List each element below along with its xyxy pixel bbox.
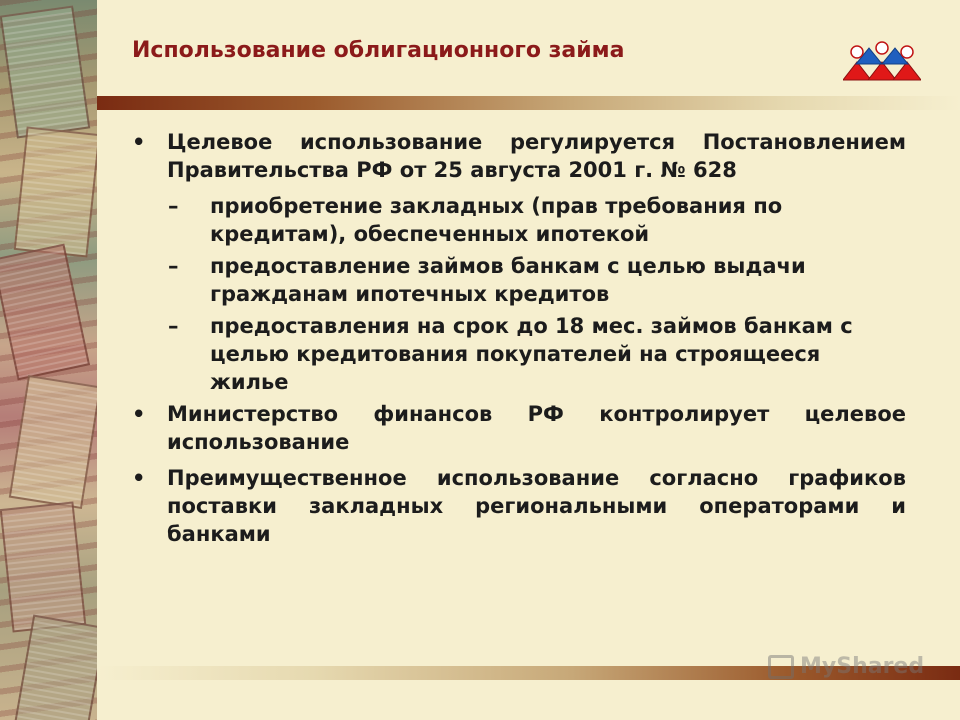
sub-bullet-item	[168, 192, 906, 248]
watermark	[768, 654, 928, 694]
bullet-item	[130, 464, 906, 548]
top-divider-bar	[97, 96, 960, 110]
bond-certificate-image	[0, 5, 90, 138]
sub-bullet-item	[168, 312, 906, 396]
watermark-text: MyShared	[800, 654, 925, 679]
tricolor-houses-icon	[843, 40, 921, 82]
bullet-text: Преимущественное использование согласно графиков поставки закладных региональными операторами и банками	[167, 466, 906, 546]
sub-bullet-text: предоставления на срок до 18 мес. займов банкам с целью кредитования покупателей на строящееся жилье	[210, 314, 853, 394]
presentation-screen-icon	[768, 655, 794, 679]
sub-bullet-text: приобретение закладных (прав требования по кредитам), обеспеченных ипотекой	[210, 194, 783, 246]
bond-certificate-image	[14, 126, 97, 257]
bullet-item	[130, 128, 906, 184]
slide-body	[130, 128, 906, 556]
sub-bullet-text: предоставление займов банкам с целью выдачи гражданам ипотечных кредитов	[210, 254, 806, 306]
bullet-text: Целевое использование регулируется Постановлением Правительства РФ от 25 августа 2001 г. № 628	[167, 130, 906, 182]
bullet-item	[130, 400, 906, 456]
bond-certificate-image	[0, 501, 86, 632]
bond-certificate-image	[0, 244, 90, 381]
slide-title: Использование облигационного займа	[132, 38, 625, 63]
sub-bullet-item	[168, 252, 906, 308]
bond-certificate-image	[9, 375, 97, 509]
decorative-bond-certificates	[0, 0, 97, 720]
bullet-text: Министерство финансов РФ контролирует целевое использование	[167, 402, 906, 454]
